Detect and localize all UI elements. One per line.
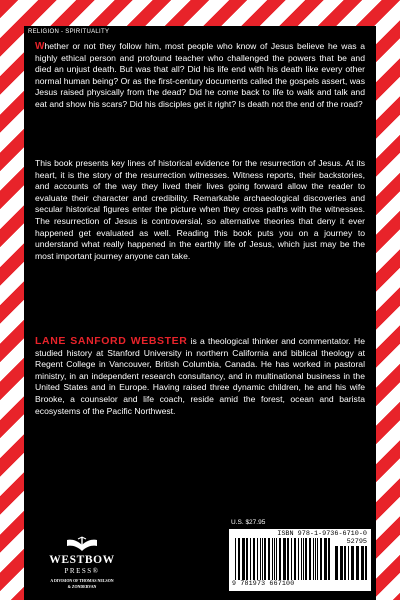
intro-text: hether or not they follow him, most people who know of Jesus believe he was a highly ethical person and profound teacher who challenged the powers that be and died an unjust death. But was that all? Did his life end with his death like every other normal human being? Or as the first-century documents called the gospels assert, was Jesus raised physically from the dead? Did he come back to life to walk and talk and eat and show his scars? Did his disciples get it right? Is death not the end of the road?	[35, 41, 365, 109]
publisher-division-line2: & ZONDERVAN	[67, 585, 97, 589]
publisher-division-line1: A DIVISION OF THOMAS NELSON	[50, 579, 114, 583]
barcode-main-bars	[235, 538, 333, 580]
text-panel	[24, 26, 376, 600]
drop-cap: W	[35, 41, 45, 52]
author-name: LANE SANFORD WEBSTER	[35, 335, 188, 347]
intro-paragraph	[35, 41, 365, 111]
publisher-press: PRESS®	[64, 567, 100, 575]
category-label: RELIGION - SPIRITUALITY	[28, 29, 110, 35]
publisher-logo	[32, 528, 132, 598]
author-bio: is a theological thinker and commentator. He studied history at Stanford University in northern California and biblical theology at Regent College in Vancouver, British Columbia, Canada. He has worked in pastoral ministry, in an independent research consultancy, and in multinational business in the United States and in Europe. Having raised three dynamic children, he and his wife Brooke, a counselor and life coach, reside amid the forest, ocean and barista ecosystems of the Pacific Northwest.	[35, 336, 365, 416]
author-bio-paragraph	[35, 336, 365, 417]
barcode	[229, 529, 371, 591]
publisher-name: WESTBOW	[49, 554, 115, 566]
summary-paragraph: This book presents key lines of historical evidence for the resurrection of Jesus. At its heart, it is the story of the resurrection witnesses. Witness reports, their backstories, and accounts of the way they lived their lives going forward allow the reader to evaluate their character and credibility. Remarkable archaeological discoveries and secular historical figures enter the picture when they cross paths with the witnesses. The resurrection of Jesus is controversial, so alternative theories that deny it ever happened get evaluated as well. Reading this book puts you on a journey to understand what really happened in the earthly life of Jesus, which just may be the most important journey anyone can take.	[35, 158, 365, 261]
isbn-text: ISBN 978-1-9736-6710-0	[277, 530, 367, 538]
open-book-logo-icon	[66, 536, 98, 552]
barcode-addon-bars	[335, 546, 367, 580]
ean-digits: 9 781973 667100	[232, 580, 295, 587]
price-label: U.S. $27.95	[231, 519, 266, 526]
addon-code-text: 52795	[346, 538, 367, 546]
